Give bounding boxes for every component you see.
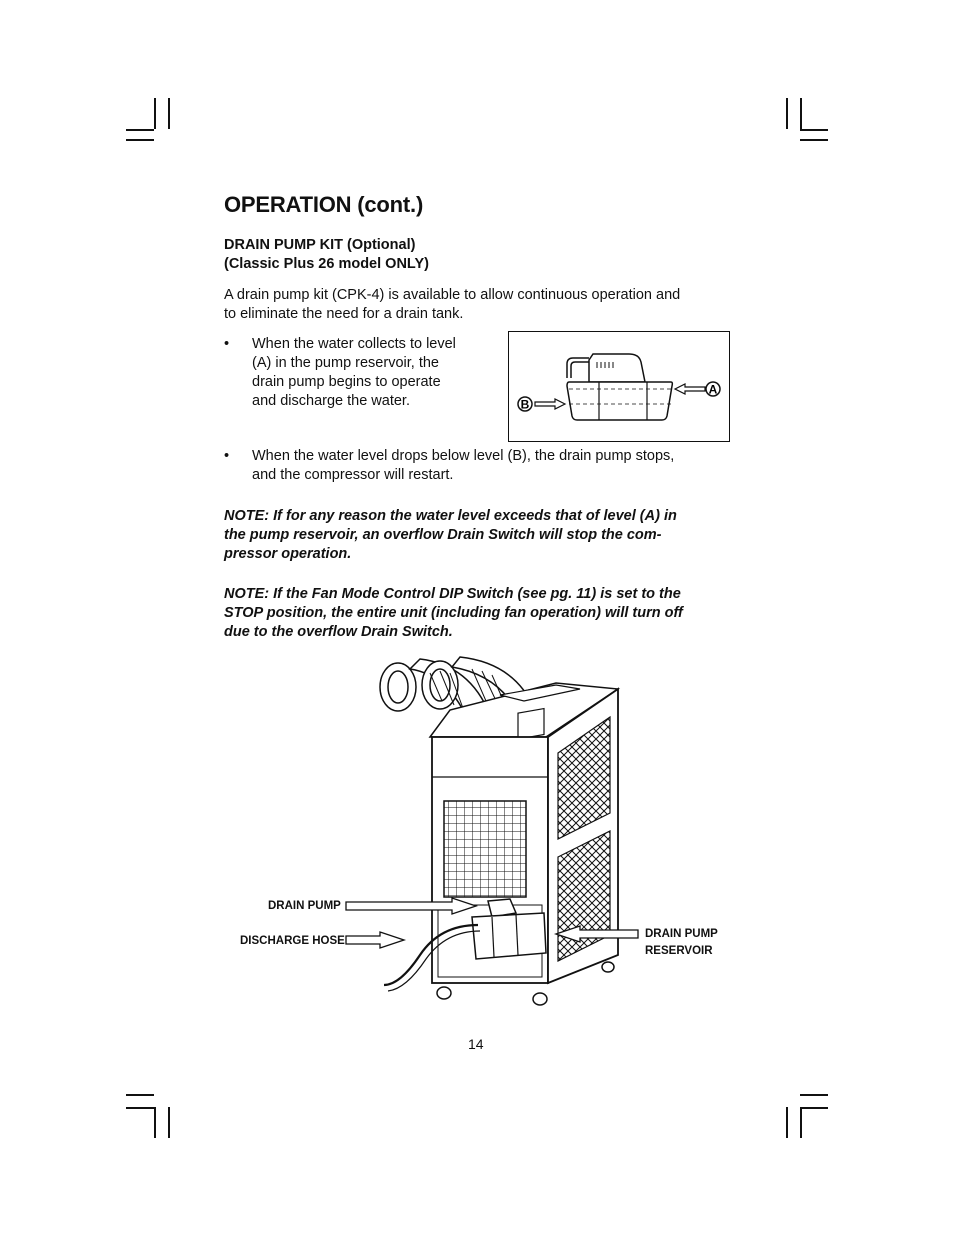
text-line: drain pump begins to operate [252,374,441,390]
level-a-label: A [708,382,718,397]
page-number: 14 [468,1036,484,1052]
air-conditioner-drawing [360,655,660,1020]
text-line: A drain pump kit (CPK-4) is available to allow continuous operation and [224,287,681,303]
callout-arrows [340,890,640,960]
text-line: pressor operation. [224,546,352,562]
intro-paragraph [224,286,680,324]
bullet-marker: • [224,448,230,464]
text-line: to eliminate the need for a drain tank. [224,306,464,322]
section-heading [224,236,429,274]
text-line: the pump reservoir, an overflow Drain Switch will stop the com- [224,527,662,543]
text-line: and the compressor will restart. [252,467,454,483]
text-line: NOTE: If for any reason the water level exceeds that of level (A) in [224,508,677,524]
text-line: NOTE: If the Fan Mode Control DIP Switch (see pg. 11) is set to the [224,586,681,602]
level-b-label: B [520,397,530,412]
text-line: STOP position, the entire unit (including fan operation) will turn off [224,605,683,621]
section-heading-line: DRAIN PUMP KIT (Optional) [224,237,416,253]
page-title: OPERATION (cont.) [224,192,424,217]
bullet-marker: • [224,336,230,352]
note-overflow [224,507,734,564]
text-line: When the water collects to level [252,336,456,352]
callout-drain-pump: DRAIN PUMP [268,900,341,912]
air-conditioner-illustration [360,655,660,1020]
section-heading-line: (Classic Plus 26 model ONLY) [224,256,429,272]
note-fan-mode [224,585,734,642]
callout-line: RESERVOIR [645,945,713,957]
callout-discharge-hose: DISCHARGE HOSE [240,935,345,947]
callout-line: DRAIN PUMP [645,928,718,940]
text-line: due to the overflow Drain Switch. [224,624,453,640]
pump-reservoir-diagram [508,331,730,442]
text-line: When the water level drops below level (B), the drain pump stops, [252,448,675,464]
text-line: (A) in the pump reservoir, the [252,355,439,371]
pump-reservoir-drawing [509,332,728,440]
callout-drain-pump-reservoir [645,926,718,960]
text-line: and discharge the water. [252,393,410,409]
